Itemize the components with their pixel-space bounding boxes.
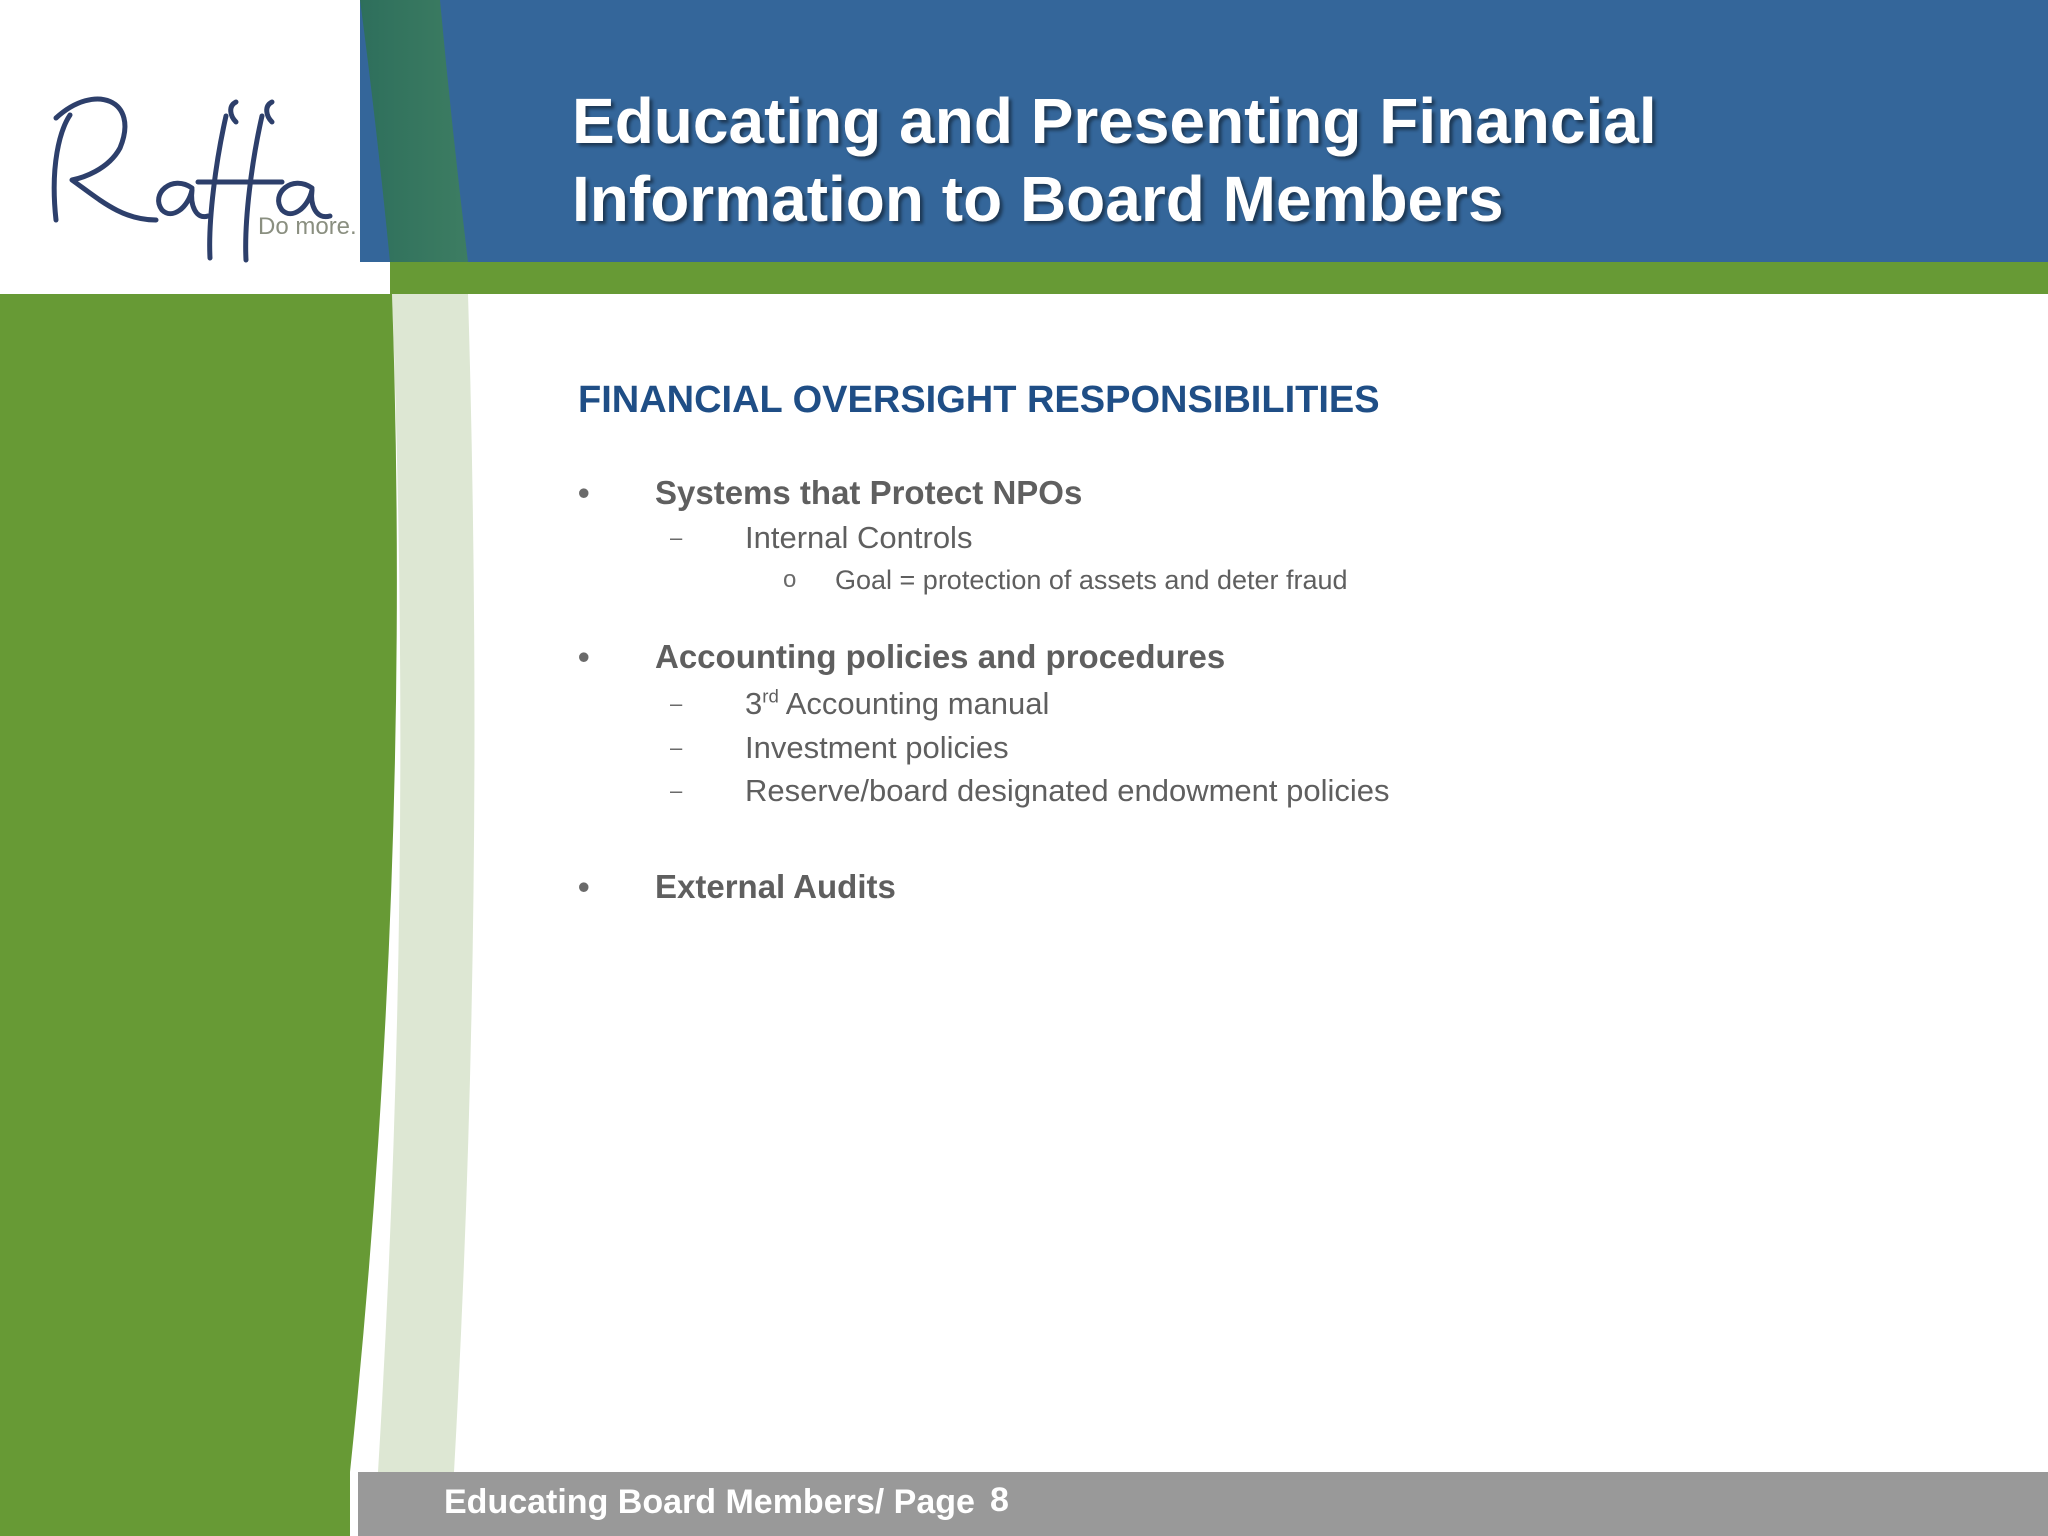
slide-title bbox=[572, 82, 1872, 238]
title-line-2: Information to Board Members bbox=[572, 163, 1504, 235]
header-accent-band bbox=[390, 262, 2048, 294]
dash-marker: – bbox=[670, 778, 683, 803]
list-item-text: Goal = protection of assets and deter fraud bbox=[835, 565, 1348, 595]
footer-page-number: 8 bbox=[990, 1481, 1009, 1519]
circle-marker: o bbox=[783, 566, 797, 593]
raffa-logo bbox=[30, 70, 370, 280]
list-item-text-rest: Accounting manual bbox=[778, 686, 1050, 721]
list-item-text bbox=[745, 685, 1049, 723]
bullet-marker: • bbox=[578, 474, 590, 511]
dash-marker: – bbox=[670, 735, 683, 760]
list-item-text: External Audits bbox=[655, 868, 896, 905]
dash-marker: – bbox=[670, 691, 683, 716]
ordinal-number: 3 bbox=[745, 686, 763, 721]
left-green-panel bbox=[0, 294, 397, 1536]
ordinal-suffix: rd bbox=[762, 685, 779, 707]
bullet-marker: • bbox=[578, 638, 590, 675]
section-heading: FINANCIAL OVERSIGHT RESPONSIBILITIES bbox=[578, 379, 1380, 421]
list-item-text: Systems that Protect NPOs bbox=[655, 474, 1083, 511]
logo-tagline: Do more. bbox=[258, 213, 357, 240]
bullet-marker: • bbox=[578, 868, 590, 905]
list-item-text: Accounting policies and procedures bbox=[655, 638, 1226, 675]
dash-marker: – bbox=[670, 525, 683, 550]
footer-label: Educating Board Members/ Page bbox=[444, 1483, 975, 1521]
title-line-1: Educating and Presenting Financial bbox=[572, 85, 1657, 157]
list-item-text: Reserve/board designated endowment policies bbox=[745, 773, 1390, 808]
list-item-text: Internal Controls bbox=[745, 520, 973, 555]
list-item-text: Investment policies bbox=[745, 730, 1009, 765]
